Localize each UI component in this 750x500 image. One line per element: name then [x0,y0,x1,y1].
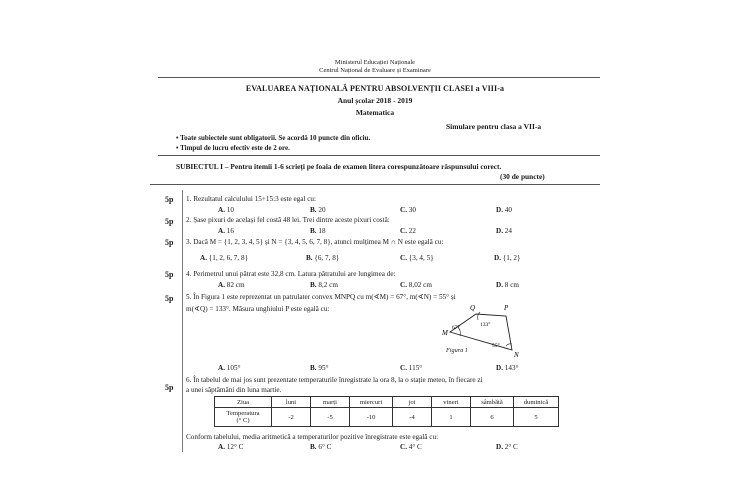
q2-option-a [218,227,234,235]
section-title: SUBIECTUL I – Pentru itemii 1-6 scrieți pe foaia de examen litera corespunzătoare răspunsului corect. [176,162,502,171]
angle-m-label: 67° [452,325,460,331]
option-letter: D. [496,206,503,214]
header-divider [158,77,600,78]
q6-option-b [310,443,331,451]
option-letter: C. [400,254,407,262]
option-letter: C. [400,227,407,235]
q3-option-a [200,254,248,262]
section-divider [150,184,600,185]
option-letter: D. [496,443,503,451]
option-letter: A. [218,281,225,289]
option-letter: B. [310,206,317,214]
temperature-table [214,396,559,427]
q2-text: 2. Șase pixuri de același fel costă 48 lei. Trei dintre aceste pixuri costă: [186,216,390,224]
option-value: 8,2 cm [318,281,338,289]
q1-option-b [310,206,326,214]
ministry-name: Ministerul Educației Naționale [334,59,416,66]
table-cell: -10 [350,408,393,427]
option-letter: D. [496,364,503,372]
q4-option-b [310,281,338,289]
option-value: 18 [318,227,326,235]
table-cell: marți [311,397,350,408]
angle-q-arc [478,312,480,320]
q4-text: 4. Perimetrul unui pătrat este 32,8 cm. Latura pătratului are lungimea de: [186,270,396,278]
q6-points: 5p [165,383,174,392]
angle-q-label: 133° [480,322,491,328]
instruction-1: • Toate subiectele sunt obligatorii. Se acordă 10 puncte din oficiu. [176,134,371,142]
q5-option-c [400,364,422,372]
option-letter: B. [306,254,313,262]
option-value: 95° [318,364,329,372]
option-value: 22 [408,227,416,235]
option-letter: A. [218,443,225,451]
option-value: {3, 4, 5} [408,254,434,262]
table-header-row [215,397,559,408]
q2-points: 5p [165,217,174,226]
option-value: 30 [408,206,416,214]
q2-option-d [496,227,512,235]
q5-text-cont: m(∢Q) = 133°. Măsura unghiului P este egală cu: [186,305,330,313]
option-value: {1, 2} [502,254,521,262]
table-cell: 6 [471,408,514,427]
table-cell: -2 [272,408,311,427]
option-value: {6, 7, 8} [314,254,340,262]
option-value: 16 [226,227,234,235]
option-letter: B. [310,281,317,289]
simulation-label: Simulare pentru clasa a VII-a [446,122,542,131]
vertex-m: M [442,329,448,337]
instruction-1-text: Toate subiectele sunt obligatorii. Se acordă 10 puncte din oficiu. [180,134,371,142]
option-value: 82 cm [226,281,245,289]
option-letter: D. [496,281,503,289]
q4-option-a [218,281,245,289]
q2-option-b [310,227,326,235]
option-value: 105° [226,364,241,372]
option-value: 2° C [504,443,518,451]
q4-option-c [400,281,432,289]
table-cell: duminică [514,397,559,408]
q1-points: 5p [165,195,174,204]
q5-option-b [310,364,328,372]
q6-question: Conform tabelului, media aritmetică a temperaturilor pozitive înregistrate este egală cu: [186,433,439,441]
table-cell: luni [272,397,311,408]
table-cell: sâmbătă [471,397,514,408]
table-cell: vineri [432,397,471,408]
q1-option-a [218,206,234,214]
option-letter: A. [218,227,225,235]
option-value: 115° [408,364,423,372]
option-value: 4° C [408,443,422,451]
figure-1-quadrilateral [428,302,528,362]
q5-text: 5. În Figura 1 este reprezentat un patrulater convex MNPQ cu m(∢M) = 67°, m(∢N) = 55° și [186,293,456,301]
q6-text-cont: a unei săptămâni din luna martie. [186,386,282,394]
q3-option-d [494,254,520,262]
table-cell: -5 [311,408,350,427]
school-year: Anul școlar 2018 - 2019 [337,96,413,105]
option-value: 40 [504,206,512,214]
option-letter: B. [310,364,317,372]
table-cell: joi [393,397,432,408]
vertex-q: Q [470,304,476,312]
table-cell: miercuri [350,397,393,408]
option-letter: B. [310,443,317,451]
center-name: Centrul Național de Evaluare și Examinare [319,67,431,74]
table-row [215,408,559,427]
q6-text: 6. În tabelul de mai jos sunt prezentate temperaturile înregistrate la ora 8, la o stație meteo, în fiecare zi [186,376,483,384]
option-value: 8,02 cm [408,281,432,289]
table-row-label: Temperatura (° C) [215,408,272,427]
q1-option-c [400,206,416,214]
angle-n-label: 55° [492,343,500,349]
q1-text: 1. Rezultatul calculului 15+15:3 este egal cu: [186,195,316,203]
q3-option-c [400,254,434,262]
q3-option-b [306,254,339,262]
option-value: 143° [504,364,519,372]
option-value: 10 [226,206,234,214]
q5-option-a [218,364,240,372]
q1-option-d [496,206,512,214]
vertex-p: P [504,304,509,312]
q2-option-c [400,227,416,235]
q6-option-d [496,443,518,451]
q4-option-d [496,281,519,289]
option-value: 24 [504,227,512,235]
option-value: 8 cm [504,281,519,289]
points-column-divider [182,190,183,452]
figure-1-caption: Figura 1 [446,347,468,354]
option-letter: C. [400,281,407,289]
table-cell: 5 [514,408,559,427]
exam-title: EVALUAREA NAȚIONALĂ PENTRU ABSOLVENȚII CLASEI a VIII-a [245,84,505,93]
option-letter: A. [218,364,225,372]
q3-text: 3. Dacă M = {1, 2, 3, 4, 5} și N = {3, 4, 5, 6, 7, 8}, atunci mulțimea M ∩ N este egală cu: [186,238,444,246]
instruction-2-text: Timpul de lucru efectiv este de 2 ore. [180,144,290,152]
table-cell: Ziua [215,397,272,408]
option-value: 12° C [226,443,244,451]
q5-option-d [496,364,518,372]
table-cell: 1 [432,408,471,427]
q4-points: 5p [165,270,174,279]
option-letter: C. [400,364,407,372]
option-value: 20 [318,206,326,214]
instruction-2: • Timpul de lucru efectiv este de 2 ore. [176,144,290,152]
option-letter: A. [200,254,207,262]
q6-option-a [218,443,243,451]
q6-option-c [400,443,422,451]
q3-points: 5p [165,238,174,247]
option-letter: D. [496,227,503,235]
option-letter: A. [218,206,225,214]
quadrilateral-mnpq [450,314,512,350]
table-cell: -4 [393,408,432,427]
section-points: (30 de puncte) [500,172,545,181]
option-value: 6° C [318,443,332,451]
option-letter: B. [310,227,317,235]
q5-points: 5p [165,294,174,303]
vertex-n: N [514,351,519,359]
option-value: {1, 2, 6, 7, 8} [208,254,249,262]
subject-name: Matematica [355,108,395,117]
option-letter: C. [400,206,407,214]
option-letter: D. [494,254,501,262]
option-letter: C. [400,443,407,451]
instructions-divider [158,155,600,156]
